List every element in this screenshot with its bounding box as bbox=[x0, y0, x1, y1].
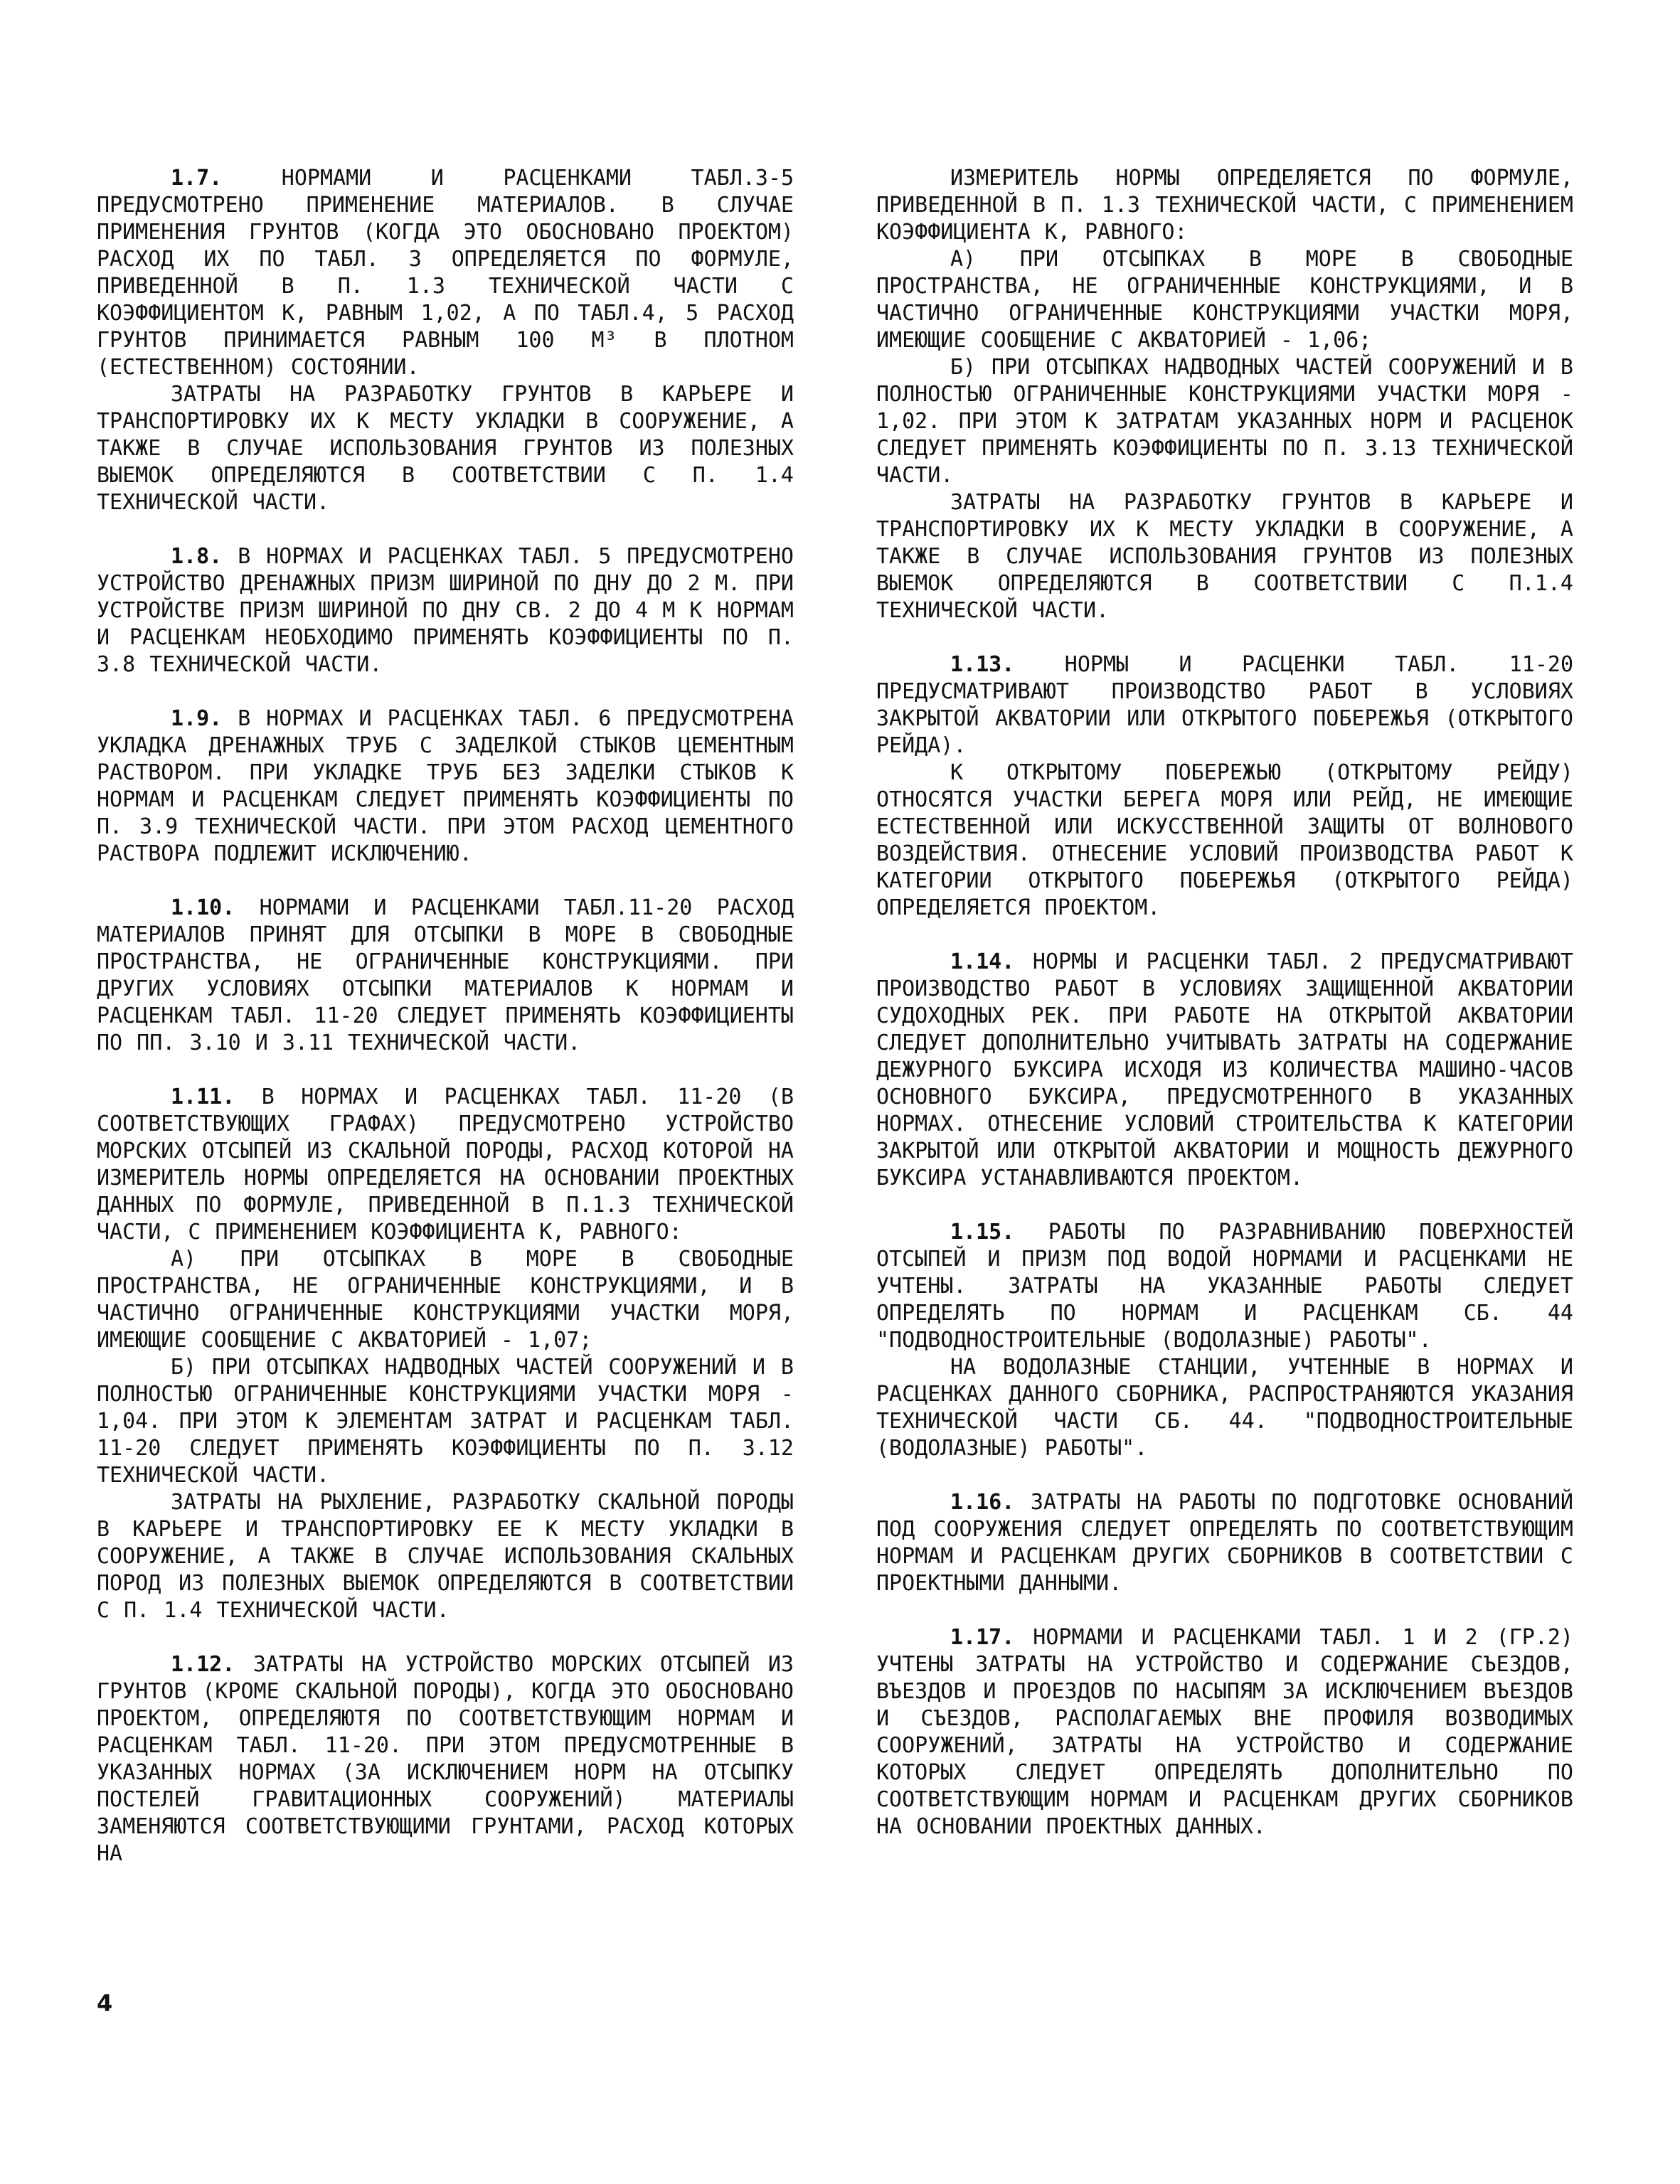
paragraph bbox=[97, 895, 794, 1057]
paragraph-text: ЗАТРАТЫ НА РАЗРАБОТКУ ГРУНТОВ В КАРЬЕРЕ И ТРАНСПОРТИРОВКУ ИХ К МЕСТУ УКЛАДКИ В СООРУЖЕНИЕ, А ТАКЖЕ В СЛУЧАЕ ИСПОЛЬЗОВАНИЯ ГРУНТОВ ИЗ ПОЛЕЗНЫХ ВЫЕМОК ОПРЕДЕЛЯЮТСЯ В СООТВЕТСТВИИ С П.1.4 ТЕХНИЧЕСКОЙ ЧАСТИ. bbox=[876, 490, 1573, 623]
paragraph-text: ЗАТРАТЫ НА РАБОТЫ ПО ПОДГОТОВКЕ ОСНОВАНИЙ ПОД СООРУЖЕНИЯ СЛЕДУЕТ ОПРЕДЕЛЯТЬ ПО СООТВЕТСТВУЮЩИМ НОРМАМ И РАСЦЕНКАМ ДРУГИХ СБОРНИКОВ В СООТВЕТСТВИИ С ПРОЕКТНЫМИ ДАННЫМИ. bbox=[876, 1490, 1573, 1596]
section-1-10 bbox=[97, 895, 794, 1057]
section-number: 1.13. bbox=[950, 652, 1015, 677]
paragraph-text: А) ПРИ ОТСЫПКАХ В МОРЕ В СВОБОДНЫЕ ПРОСТРАНСТВА, НЕ ОГРАНИЧЕННЫЕ КОНСТРУКЦИЯМИ, И В ЧАСТИЧНО ОГРАНИЧЕННЫЕ КОНСТРУКЦИЯМИ УЧАСТКИ МОРЯ, ИМЕЮЩИЕ СООБЩЕНИЕ С АКВАТОРИЕЙ - 1,07; bbox=[97, 1247, 794, 1353]
section-number: 1.17. bbox=[950, 1625, 1015, 1650]
section-number: 1.16. bbox=[950, 1490, 1015, 1515]
section-1-17 bbox=[876, 1624, 1573, 1841]
left-column bbox=[97, 165, 794, 1895]
section-1-7 bbox=[97, 165, 794, 516]
section-number: 1.15. bbox=[950, 1220, 1015, 1245]
paragraph-text: ЗАТРАТЫ НА РАЗРАБОТКУ ГРУНТОВ В КАРЬЕРЕ И ТРАНСПОРТИРОВКУ ИХ К МЕСТУ УКЛАДКИ В СООРУЖЕНИЕ, А ТАКЖЕ В СЛУЧАЕ ИСПОЛЬЗОВАНИЯ ГРУНТОВ ИЗ ПОЛЕЗНЫХ ВЫЕМОК ОПРЕДЕЛЯЮТСЯ В СООТВЕТСТВИИ С П. 1.4 ТЕХНИЧЕСКОЙ ЧАСТИ. bbox=[97, 382, 794, 515]
paragraph bbox=[97, 543, 794, 678]
section-number: 1.12. bbox=[171, 1652, 235, 1677]
paragraph-text: РАБОТЫ ПО РАЗРАВНИВАНИЮ ПОВЕРХНОСТЕЙ ОТСЫПЕЙ И ПРИЗМ ПОД ВОДОЙ НОРМАМИ И РАСЦЕНКАМИ НЕ УЧТЕНЫ. ЗАТРАТЫ НА УКАЗАННЫЕ РАБОТЫ СЛЕДУЕТ ОПРЕДЕЛЯТЬ ПО НОРМАМ И РАСЦЕНКАМ СБ. 44 "ПОДВОДНОСТРОИТЕЛЬНЫЕ (ВОДОЛАЗНЫЕ) РАБОТЫ". bbox=[876, 1220, 1574, 1353]
paragraph bbox=[97, 1246, 794, 1354]
paragraph-text: НОРМАМИ И РАСЦЕНКАМИ ТАБЛ.3-5 ПРЕДУСМОТРЕНО ПРИМЕНЕНИЕ МАТЕРИАЛОВ. В СЛУЧАЕ ПРИМЕНЕНИЯ ГРУНТОВ (КОГДА ЭТО ОБОСНОВАНО ПРОЕКТОМ) РАСХОД ИХ ПО ТАБЛ. 3 ОПРЕДЕЛЯЕТСЯ ПО ФОРМУЛЕ, ПРИВЕДЕННОЙ В П. 1.3 ТЕХНИЧЕСКОЙ ЧАСТИ С КОЭФФИЦИЕНТОМ К, РАВНЫМ 1,02, А ПО ТАБЛ.4, 5 РАСХОД ГРУНТОВ ПРИНИМАЕТСЯ РАВНЫМ 100 М³ В ПЛОТНОМ (ЕСТЕСТВЕННОМ) СОСТОЯНИИ. bbox=[97, 166, 794, 380]
paragraph-text: НА ВОДОЛАЗНЫЕ СТАНЦИИ, УЧТЕННЫЕ В НОРМАХ И РАСЦЕНКАХ ДАННОГО СБОРНИКА, РАСПРОСТРАНЯЮТСЯ УКАЗАНИЯ ТЕХНИЧЕСКОЙ ЧАСТИ СБ. 44. "ПОДВОДНОСТРОИТЕЛЬНЫЕ (ВОДОЛАЗНЫЕ) РАБОТЫ". bbox=[876, 1355, 1573, 1461]
paragraph-text: Б) ПРИ ОТСЫПКАХ НАДВОДНЫХ ЧАСТЕЙ СООРУЖЕНИЙ И В ПОЛНОСТЬЮ ОГРАНИЧЕННЫЕ КОНСТРУКЦИЯМИ УЧАСТКИ МОРЯ - 1,02. ПРИ ЭТОМ К ЗАТРАТАМ УКАЗАННЫХ НОРМ И РАСЦЕНОК СЛЕДУЕТ ПРИМЕНЯТЬ КОЭФФИЦИЕНТЫ ПО П. 3.13 ТЕХНИЧЕСКОЙ ЧАСТИ. bbox=[876, 355, 1573, 488]
paragraph bbox=[876, 1624, 1573, 1841]
paragraph-text: В НОРМАХ И РАСЦЕНКАХ ТАБЛ. 11-20 (В СООТВЕТСТВУЮЩИХ ГРАФАХ) ПРЕДУСМОТРЕНО УСТРОЙСТВО МОРСКИХ ОТСЫПЕЙ ИЗ СКАЛЬНОЙ ПОРОДЫ, РАСХОД КОТОРОЙ НА ИЗМЕРИТЕЛЬ НОРМЫ ОПРЕДЕЛЯЕТСЯ НА ОСНОВАНИИ ПРОЕКТНЫХ ДАННЫХ ПО ФОРМУЛЕ, ПРИВЕДЕННОЙ В П.1.3 ТЕХНИЧЕСКОЙ ЧАСТИ, С ПРИМЕНЕНИЕМ КОЭФФИЦИЕНТА К, РАВНОГО: bbox=[97, 1085, 794, 1245]
right-column bbox=[876, 165, 1573, 1868]
section-number: 1.9. bbox=[171, 706, 223, 731]
paragraph bbox=[876, 246, 1573, 354]
paragraph bbox=[97, 1651, 794, 1868]
paragraph-text: Б) ПРИ ОТСЫПКАХ НАДВОДНЫХ ЧАСТЕЙ СООРУЖЕНИЙ И В ПОЛНОСТЬЮ ОГРАНИЧЕННЫЕ КОНСТРУКЦИЯМИ УЧАСТКИ МОРЯ - 1,04. ПРИ ЭТОМ К ЭЛЕМЕНТАМ ЗАТРАТ И РАСЦЕНКАМ ТАБЛ. 11-20 СЛЕДУЕТ ПРИМЕНЯТЬ КОЭФФИЦИЕНТЫ ПО П. 3.12 ТЕХНИЧЕСКОЙ ЧАСТИ. bbox=[97, 1355, 794, 1488]
paragraph bbox=[97, 1354, 794, 1489]
paragraph bbox=[97, 1489, 794, 1624]
page-number: 4 bbox=[97, 1990, 113, 2017]
section-number: 1.8. bbox=[171, 544, 223, 569]
section-number: 1.10. bbox=[171, 895, 235, 920]
paragraph bbox=[876, 1489, 1573, 1597]
paragraph-text: К ОТКРЫТОМУ ПОБЕРЕЖЬЮ (ОТКРЫТОМУ РЕЙДУ) ОТНОСЯТСЯ УЧАСТКИ БЕРЕГА МОРЯ ИЛИ РЕЙД, НЕ ИМЕЮЩИЕ ЕСТЕСТВЕННОЙ ИЛИ ИСКУССТВЕННОЙ ЗАЩИТЫ ОТ ВОЛНОВОГО ВОЗДЕЙСТВИЯ. ОТНЕСЕНИЕ УСЛОВИЙ ПРОИЗВОДСТВА РАБОТ К КАТЕГОРИИ ОТКРЫТОГО ПОБЕРЕЖЬЯ (ОТКРЫТОГО РЕЙДА) ОПРЕДЕЛЯЕТСЯ ПРОЕКТОМ. bbox=[876, 760, 1573, 920]
section-1-13 bbox=[876, 651, 1573, 922]
section-1-9 bbox=[97, 705, 794, 868]
section-1-12 bbox=[97, 1651, 794, 1868]
section-1-8 bbox=[97, 543, 794, 678]
paragraph bbox=[97, 705, 794, 868]
section-number: 1.11. bbox=[171, 1085, 235, 1109]
paragraph-text: НОРМАМИ И РАСЦЕНКАМИ ТАБЛ. 1 И 2 (ГР.2) УЧТЕНЫ ЗАТРАТЫ НА УСТРОЙСТВО И СОДЕРЖАНИЕ СЪЕЗДОВ, ВЪЕЗДОВ И ПРОЕЗДОВ ПО НАСЫПЯМ ЗА ИСКЛЮЧЕНИЕМ ВЪЕЗДОВ И СЪЕЗДОВ, РАСПОЛАГАЕМЫХ ВНЕ ПРОФИЛЯ ВОЗВОДИМЫХ СООРУЖЕНИЙ, ЗАТРАТЫ НА УСТРОЙСТВО И СОДЕРЖАНИЕ КОТОРЫХ СЛЕДУЕТ ОПРЕДЕЛЯТЬ ДОПОЛНИТЕЛЬНО ПО СООТВЕТСТВУЮЩИМ НОРМАМ И РАСЦЕНКАМ ДРУГИХ СБОРНИКОВ НА ОСНОВАНИИ ПРОЕКТНЫХ ДАННЫХ. bbox=[876, 1625, 1573, 1839]
paragraph bbox=[876, 760, 1573, 922]
paragraph-text: НОРМАМИ И РАСЦЕНКАМИ ТАБЛ.11-20 РАСХОД МАТЕРИАЛОВ ПРИНЯТ ДЛЯ ОТСЫПКИ В МОРЕ В СВОБОДНЫЕ ПРОСТРАНСТВА, НЕ ОГРАНИЧЕННЫЕ КОНСТРУКЦИЯМИ. ПРИ ДРУГИХ УСЛОВИЯХ ОТСЫПКИ МАТЕРИАЛОВ К НОРМАМ И РАСЦЕНКАМ ТАБЛ. 11-20 СЛЕДУЕТ ПРИМЕНЯТЬ КОЭФФИЦИЕНТЫ ПО ПП. 3.10 И 3.11 ТЕХНИЧЕСКОЙ ЧАСТИ. bbox=[97, 895, 794, 1055]
section-1-14 bbox=[876, 949, 1573, 1192]
paragraph bbox=[97, 1084, 794, 1246]
paragraph-text: А) ПРИ ОТСЫПКАХ В МОРЕ В СВОБОДНЫЕ ПРОСТРАНСТВА, НЕ ОГРАНИЧЕННЫЕ КОНСТРУКЦИЯМИ, И В ЧАСТИЧНО ОГРАНИЧЕННЫЕ КОНСТРУКЦИЯМИ УЧАСТКИ МОРЯ, ИМЕЮЩИЕ СООБЩЕНИЕ С АКВАТОРИЕЙ - 1,06; bbox=[876, 247, 1573, 353]
paragraph bbox=[876, 949, 1573, 1192]
paragraph bbox=[97, 381, 794, 516]
paragraph bbox=[876, 1219, 1573, 1354]
paragraph-text: НОРМЫ И РАСЦЕНКИ ТАБЛ. 2 ПРЕДУСМАТРИВАЮТ ПРОИЗВОДСТВО РАБОТ В УСЛОВИЯХ ЗАЩИЩЕННОЙ АКВАТОРИИ СУДОХОДНЫХ РЕК. ПРИ РАБОТЕ НА ОТКРЫТОЙ АКВАТОРИИ СЛЕДУЕТ ДОПОЛНИТЕЛЬНО УЧИТЫВАТЬ ЗАТРАТЫ НА СОДЕРЖАНИЕ ДЕЖУРНОГО БУКСИРА ИСХОДЯ ИЗ КОЛИЧЕСТВА МАШИНО-ЧАСОВ ОСНОВНОГО БУКСИРА, ПРЕДУСМОТРЕННОГО В УКАЗАННЫХ НОРМАХ. ОТНЕСЕНИЕ УСЛОВИЙ СТРОИТЕЛЬСТВА К КАТЕГОРИИ ЗАКРЫТОЙ ИЛИ ОТКРЫТОЙ АКВАТОРИИ И МОЩНОСТЬ ДЕЖУРНОГО БУКСИРА УСТАНАВЛИВАЮТСЯ ПРОЕКТОМ. bbox=[876, 949, 1573, 1190]
paragraph-text: НОРМЫ И РАСЦЕНКИ ТАБЛ. 11-20 ПРЕДУСМАТРИВАЮТ ПРОИЗВОДСТВО РАБОТ В УСЛОВИЯХ ЗАКРЫТОЙ АКВАТОРИИ ИЛИ ОТКРЫТОГО ПОБЕРЕЖЬЯ (ОТКРЫТОГО РЕЙДА). bbox=[876, 652, 1574, 758]
paragraph bbox=[876, 354, 1573, 489]
paragraph-text: В НОРМАХ И РАСЦЕНКАХ ТАБЛ. 6 ПРЕДУСМОТРЕНА УКЛАДКА ДРЕНАЖНЫХ ТРУБ С ЗАДЕЛКОЙ СТЫКОВ ЦЕМЕНТНЫМ РАСТВОРОМ. ПРИ УКЛАДКЕ ТРУБ БЕЗ ЗАДЕЛКИ СТЫКОВ К НОРМАМ И РАСЦЕНКАМ СЛЕДУЕТ ПРИМЕНЯТЬ КОЭФФИЦИЕНТЫ ПО П. 3.9 ТЕХНИЧЕСКОЙ ЧАСТИ. ПРИ ЭТОМ РАСХОД ЦЕМЕНТНОГО РАСТВОРА ПОДЛЕЖИТ ИСКЛЮЧЕНИЮ. bbox=[97, 706, 794, 866]
paragraph-text: ИЗМЕРИТЕЛЬ НОРМЫ ОПРЕДЕЛЯЕТСЯ ПО ФОРМУЛЕ, ПРИВЕДЕННОЙ В П. 1.3 ТЕХНИЧЕСКОЙ ЧАСТИ, С ПРИМЕНЕНИЕМ КОЭФФИЦИЕНТА К, РАВНОГО: bbox=[876, 166, 1573, 245]
paragraph-text: ЗАТРАТЫ НА УСТРОЙСТВО МОРСКИХ ОТСЫПЕЙ ИЗ ГРУНТОВ (КРОМЕ СКАЛЬНОЙ ПОРОДЫ), КОГДА ЭТО ОБОСНОВАНО ПРОЕКТОМ, ОПРЕДЕЛЯЮТЯ ПО СООТВЕТСТВУЮЩИМ НОРМАМ И РАСЦЕНКАМ ТАБЛ. 11-20. ПРИ ЭТОМ ПРЕДУСМОТРЕННЫЕ В УКАЗАННЫХ НОРМАХ (ЗА ИСКЛЮЧЕНИЕМ НОРМ НА ОТСЫПКУ ПОСТЕЛЕЙ ГРАВИТАЦИОННЫХ СООРУЖЕНИЙ) МАТЕРИАЛЫ ЗАМЕНЯЮТСЯ СООТВЕТСТВУЮЩИМИ ГРУНТАМИ, РАСХОД КОТОРЫХ НА bbox=[97, 1652, 794, 1866]
section-1-16 bbox=[876, 1489, 1573, 1597]
paragraph bbox=[876, 1354, 1573, 1462]
section-1-15 bbox=[876, 1219, 1573, 1462]
section-1-11 bbox=[97, 1084, 794, 1624]
paragraph-text: ЗАТРАТЫ НА РЫХЛЕНИЕ, РАЗРАБОТКУ СКАЛЬНОЙ ПОРОДЫ В КАРЬЕРЕ И ТРАНСПОРТИРОВКУ ЕЕ К МЕСТУ УКЛАДКИ В СООРУЖЕНИЕ, А ТАКЖЕ В СЛУЧАЕ ИСПОЛЬЗОВАНИЯ СКАЛЬНЫХ ПОРОД ИЗ ПОЛЕЗНЫХ ВЫЕМОК ОПРЕДЕЛЯЮТСЯ В СООТВЕТСТВИИ С П. 1.4 ТЕХНИЧЕСКОЙ ЧАСТИ. bbox=[97, 1490, 794, 1623]
paragraph-text: В НОРМАХ И РАСЦЕНКАХ ТАБЛ. 5 ПРЕДУСМОТРЕНО УСТРОЙСТВО ДРЕНАЖНЫХ ПРИЗМ ШИРИНОЙ ПО ДНУ ДО 2 М. ПРИ УСТРОЙСТВЕ ПРИЗМ ШИРИНОЙ ПО ДНУ СВ. 2 ДО 4 М К НОРМАМ И РАСЦЕНКАМ НЕОБХОДИМО ПРИМЕНЯТЬ КОЭФФИЦИЕНТЫ ПО П. 3.8 ТЕХНИЧЕСКОЙ ЧАСТИ. bbox=[97, 544, 794, 677]
paragraph bbox=[876, 489, 1573, 624]
paragraph bbox=[876, 651, 1573, 760]
paragraph bbox=[97, 165, 794, 381]
section-number: 1.7. bbox=[171, 166, 223, 191]
section-continued bbox=[876, 165, 1573, 624]
section-number: 1.14. bbox=[950, 949, 1015, 974]
paragraph bbox=[876, 165, 1573, 246]
